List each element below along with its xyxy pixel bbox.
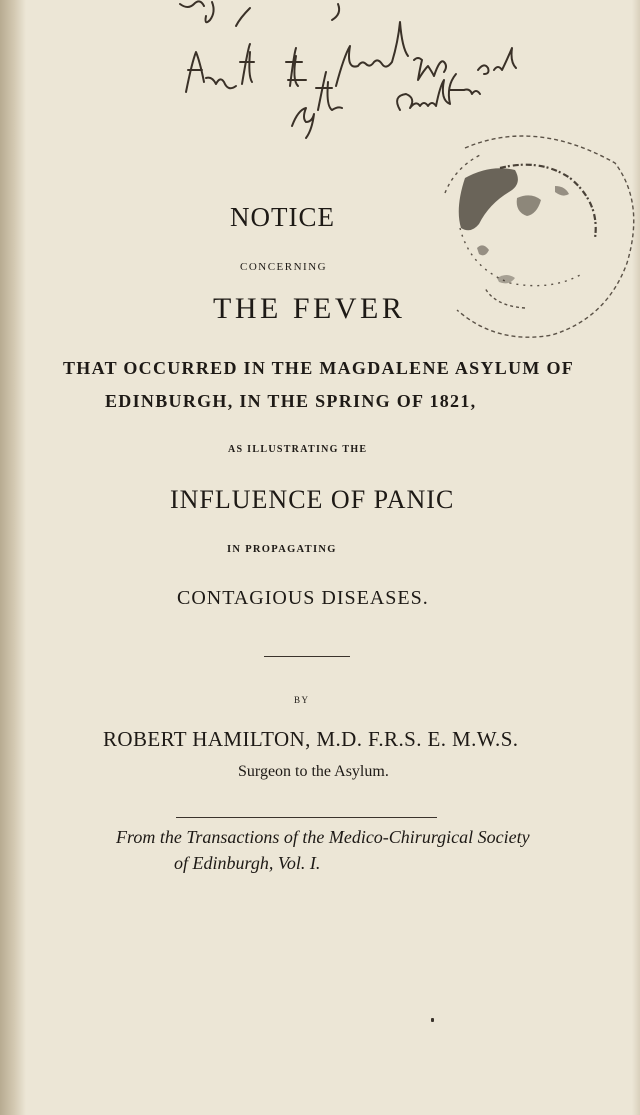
notice-heading: NOTICE xyxy=(230,202,335,232)
source-line-2: of Edinburgh, Vol. I. xyxy=(174,853,321,873)
library-stamp xyxy=(405,128,640,358)
subtitle-line-2: EDINBURGH, IN THE SPRING OF 1821, xyxy=(105,391,477,411)
diseases-heading: CONTAGIOUS DISEASES. xyxy=(177,587,429,609)
author-name: ROBERT HAMILTON, M.D. F.R.S. E. M.W.S. xyxy=(103,727,519,751)
divider-rule xyxy=(176,817,437,818)
influence-heading: INFLUENCE OF PANIC xyxy=(170,485,455,514)
source-line-1: From the Transactions of the Medico-Chirurgical Society xyxy=(116,827,530,847)
ink-speck xyxy=(431,1018,434,1022)
by-label: BY xyxy=(294,695,310,705)
page-spine-shadow xyxy=(0,0,26,1115)
in-propagating-label: IN PROPAGATING xyxy=(227,544,337,555)
subtitle-line-1: THAT OCCURRED IN THE MAGDALENE ASYLUM OF xyxy=(63,358,575,378)
concerning-label: CONCERNING xyxy=(240,261,328,273)
as-illustrating-label: AS ILLUSTRATING THE xyxy=(228,444,368,455)
divider-rule xyxy=(264,656,350,657)
handwritten-inscription xyxy=(0,0,640,140)
main-title: THE FEVER xyxy=(213,292,406,325)
author-role: Surgeon to the Asylum. xyxy=(238,763,389,780)
